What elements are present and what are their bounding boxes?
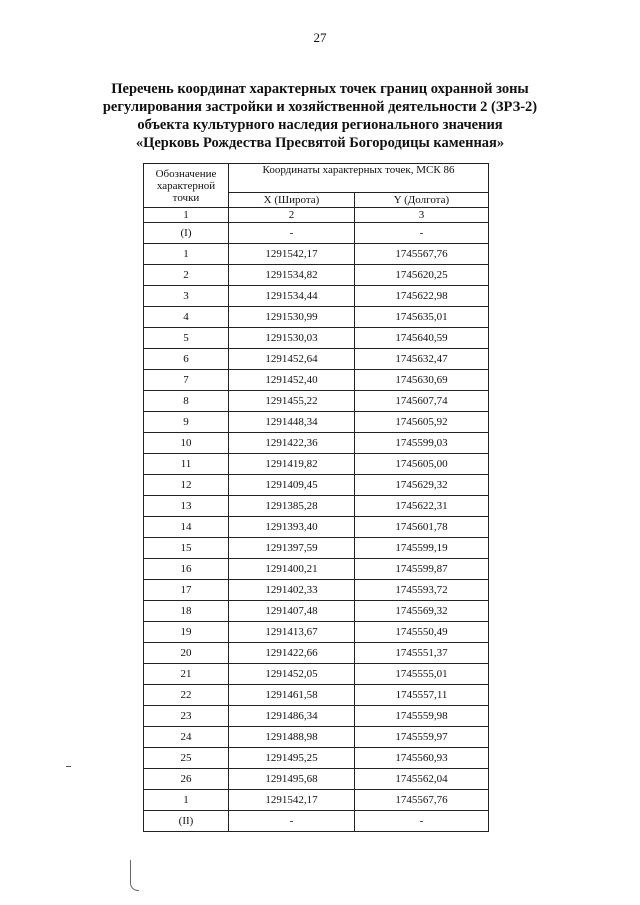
y-coordinate: 1745557,11 [355,685,489,706]
y-coordinate: 1745560,93 [355,748,489,769]
x-coordinate: 1291488,98 [229,727,355,748]
point-id: 6 [144,349,229,370]
table-row [144,475,489,496]
header-y: Y (Долгота) [355,193,489,208]
y-coordinate: 1745567,76 [355,244,489,265]
x-coordinate: 1291452,40 [229,370,355,391]
x-coordinate: 1291397,59 [229,538,355,559]
y-coordinate: 1745559,98 [355,706,489,727]
x-coordinate: 1291413,67 [229,622,355,643]
page-number: 27 [313,30,327,45]
x-coordinate: 1291407,48 [229,601,355,622]
y-coordinate: 1745559,97 [355,727,489,748]
point-id: 12 [144,475,229,496]
y-coordinate: 1745629,32 [355,475,489,496]
table-row [144,685,489,706]
title-line-4: «Церковь Рождества Пресвятой Богородицы каменная» [135,135,505,151]
table-row [144,748,489,769]
y-coordinate: 1745599,03 [355,433,489,454]
point-id: 18 [144,601,229,622]
x-coordinate: 1291393,40 [229,517,355,538]
point-id: 1 [144,790,229,811]
y-coordinate: 1745551,37 [355,643,489,664]
x-coordinate: 1291461,58 [229,685,355,706]
point-id: 11 [144,454,229,475]
table-row [144,454,489,475]
point-id: 22 [144,685,229,706]
y-coordinate: 1745605,00 [355,454,489,475]
x-coordinate: 1291495,25 [229,748,355,769]
table-row [144,580,489,601]
y-coordinate: - [355,811,489,832]
x-coordinate: 1291409,45 [229,475,355,496]
point-id: 2 [144,265,229,286]
point-id: 26 [144,769,229,790]
y-coordinate: 1745562,04 [355,769,489,790]
table-row [144,286,489,307]
x-coordinate: 1291495,68 [229,769,355,790]
point-id: (I) [144,223,229,244]
x-coordinate: 1291419,82 [229,454,355,475]
table-row [144,307,489,328]
column-index: 2 [229,208,355,223]
table-row [144,790,489,811]
x-coordinate: - [229,811,355,832]
table-row [144,559,489,580]
point-id: 16 [144,559,229,580]
point-id: 14 [144,517,229,538]
y-coordinate: 1745620,25 [355,265,489,286]
title-line-2: регулирования застройки и хозяйственной деятельности 2 (ЗРЗ-2) [102,99,538,115]
point-id: 23 [144,706,229,727]
point-id: 17 [144,580,229,601]
point-id: 8 [144,391,229,412]
x-coordinate: - [229,223,355,244]
y-coordinate: 1745605,92 [355,412,489,433]
table-row [144,643,489,664]
table-row [144,412,489,433]
point-id: (II) [144,811,229,832]
table-row [144,811,489,832]
y-coordinate: 1745599,87 [355,559,489,580]
table-row [144,538,489,559]
point-id: 20 [144,643,229,664]
x-coordinate: 1291402,33 [229,580,355,601]
point-id: 5 [144,328,229,349]
point-id: 1 [144,244,229,265]
table-row [144,769,489,790]
column-index: 3 [355,208,489,223]
header-designation: Обозначение характерной точки [144,164,229,208]
table-row [144,349,489,370]
y-coordinate: 1745599,19 [355,538,489,559]
column-index: 1 [144,208,229,223]
y-coordinate: 1745630,69 [355,370,489,391]
point-id: 13 [144,496,229,517]
table-row [144,664,489,685]
x-coordinate: 1291385,28 [229,496,355,517]
x-coordinate: 1291422,36 [229,433,355,454]
x-coordinate: 1291534,82 [229,265,355,286]
point-id: 25 [144,748,229,769]
point-id: 19 [144,622,229,643]
point-id: 21 [144,664,229,685]
title-line-3: объекта культурного наследия регионального значения [137,117,503,133]
point-id: 9 [144,412,229,433]
point-id: 4 [144,307,229,328]
x-coordinate: 1291448,34 [229,412,355,433]
table-row [144,265,489,286]
table-row [144,433,489,454]
y-coordinate: 1745607,74 [355,391,489,412]
point-id: 15 [144,538,229,559]
x-coordinate: 1291422,66 [229,643,355,664]
table-row [144,727,489,748]
x-coordinate: 1291452,64 [229,349,355,370]
point-id: 24 [144,727,229,748]
table-row [144,391,489,412]
table-row [144,517,489,538]
title-line-1: Перечень координат характерных точек границ охранной зоны [111,81,529,97]
y-coordinate: 1745632,47 [355,349,489,370]
document-title [60,80,580,152]
y-coordinate: 1745635,01 [355,307,489,328]
table-row [144,601,489,622]
column-index-row [144,208,489,223]
table-body [144,223,489,832]
x-coordinate: 1291530,99 [229,307,355,328]
y-coordinate: 1745601,78 [355,517,489,538]
table-row [144,223,489,244]
point-id: 7 [144,370,229,391]
y-coordinate: 1745569,32 [355,601,489,622]
x-coordinate: 1291534,44 [229,286,355,307]
y-coordinate: 1745640,59 [355,328,489,349]
y-coordinate: 1745622,31 [355,496,489,517]
header-x: X (Широта) [229,193,355,208]
y-coordinate: 1745550,49 [355,622,489,643]
x-coordinate: 1291530,03 [229,328,355,349]
x-coordinate: 1291400,21 [229,559,355,580]
x-coordinate: 1291542,17 [229,244,355,265]
point-id: 3 [144,286,229,307]
table-row [144,706,489,727]
table-row [144,496,489,517]
x-coordinate: 1291542,17 [229,790,355,811]
x-coordinate: 1291486,34 [229,706,355,727]
header-coordinates: Координаты характерных точек, МСК 86 [229,164,489,193]
y-coordinate: 1745555,01 [355,664,489,685]
table-row [144,244,489,265]
y-coordinate: - [355,223,489,244]
table-row [144,370,489,391]
x-coordinate: 1291452,05 [229,664,355,685]
y-coordinate: 1745622,98 [355,286,489,307]
table-row [144,622,489,643]
y-coordinate: 1745593,72 [355,580,489,601]
point-id: 10 [144,433,229,454]
x-coordinate: 1291455,22 [229,391,355,412]
margin-mark [66,766,71,767]
margin-mark [130,860,139,891]
coordinates-table [143,163,489,832]
table-row [144,328,489,349]
y-coordinate: 1745567,76 [355,790,489,811]
